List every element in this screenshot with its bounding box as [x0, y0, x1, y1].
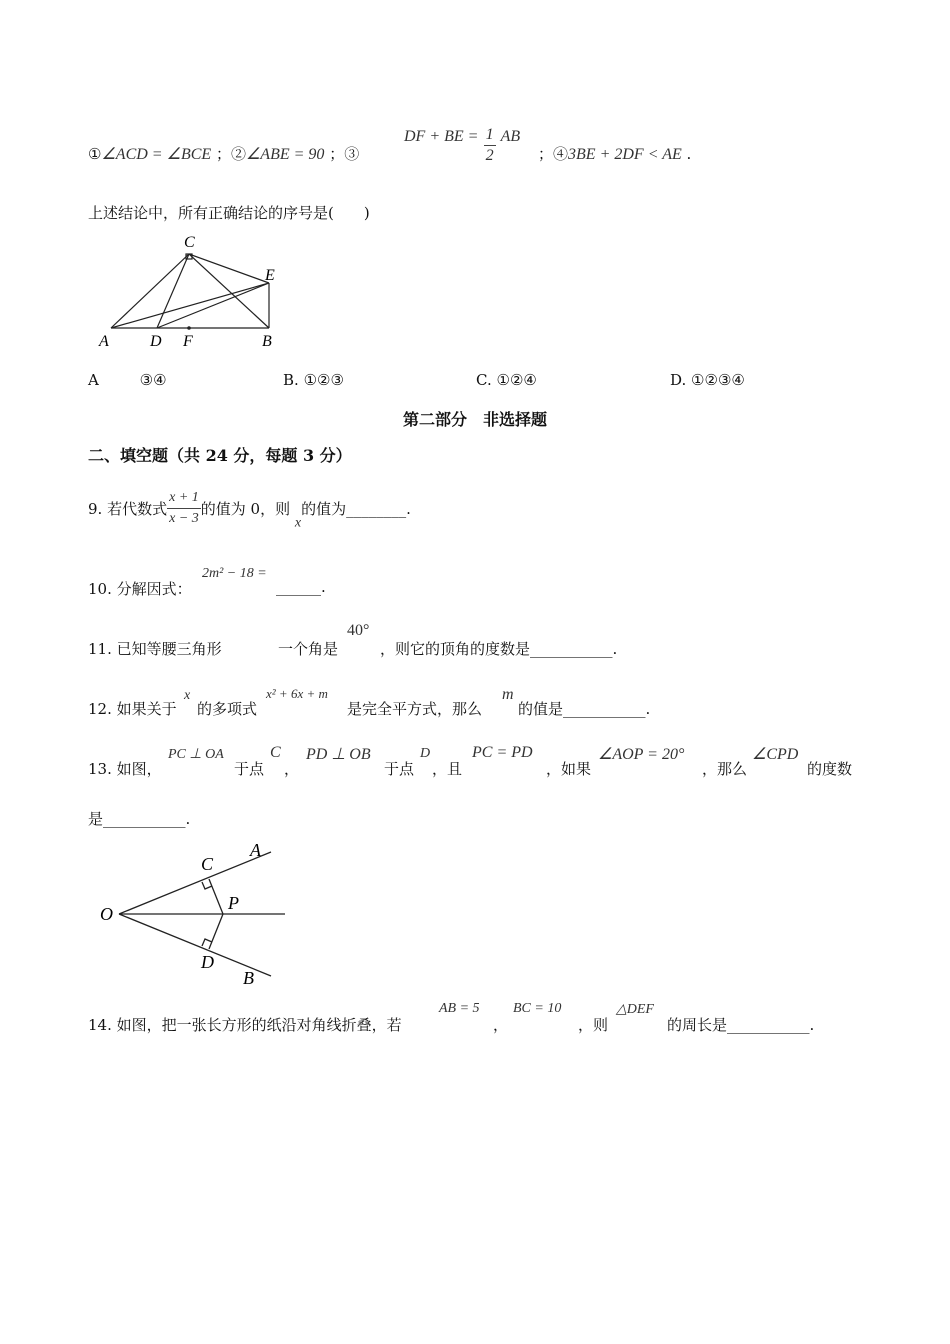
q8-option-c-letter: C. [476, 371, 492, 389]
q13-num: 13. [88, 760, 112, 778]
q8-option-d[interactable] [670, 371, 745, 389]
q9-text-a: 若代数式 [107, 500, 168, 518]
q9-var: x [294, 515, 302, 531]
q8-option-b-letter: B. [283, 371, 299, 389]
q8-option-a[interactable] [88, 371, 167, 389]
q13-math3: PC = PD [472, 744, 533, 761]
q13-line2: 是___________. [88, 810, 191, 828]
q13-part1 [88, 758, 162, 779]
q11-math: 40° [347, 622, 370, 639]
q8-c4-end: . [686, 145, 692, 163]
q8-c4-sep: ；④ [538, 145, 569, 163]
q14-math2: BC = 10 [513, 1001, 562, 1016]
q13-label-O: O [100, 904, 113, 924]
q8-c4-math: 3BE + 2DF < AE [568, 146, 682, 163]
q8-c3-sep: ；③ [329, 145, 360, 163]
q12-text-a: 如果关于 [116, 700, 177, 718]
q11-part1 [88, 638, 222, 659]
q12-part1 [88, 698, 177, 719]
q13-ray-OA [119, 852, 271, 914]
q13-text-g: 的度数 [807, 760, 853, 778]
q8-c1-math: ∠ACD = ∠BCE [101, 146, 212, 163]
q13-text-a: 如图， [116, 760, 162, 778]
q13-label-D: D [201, 952, 214, 972]
q11-text-b: 一个角是 [278, 640, 339, 658]
q11-num: 11. [88, 640, 112, 658]
q13-text-f: ，那么 [702, 760, 748, 778]
q13-seg-PD [209, 914, 223, 949]
q10-num: 10. [88, 580, 112, 598]
q8-label-A: A [99, 333, 109, 350]
q12-var-m: m [502, 686, 514, 703]
q12-text-d: 的值是___________. [518, 700, 651, 718]
q14-math3: △DEF [616, 1002, 654, 1017]
q12-text-b: 的多项式 [197, 700, 258, 718]
q14-text-b: ，则 [578, 1016, 609, 1034]
q8-c4 [538, 143, 691, 164]
q9-text-b: 的值为 0，则 [200, 500, 291, 518]
q8-c3-frac-num: 1 [484, 125, 496, 146]
q9-num: 9. [88, 499, 103, 518]
q8-option-b[interactable] [283, 371, 344, 389]
q13-seg-PC [209, 879, 223, 914]
q10-blank: ______. [276, 578, 326, 596]
q8-label-E: E [265, 267, 275, 284]
section2-title: 二、填空题（共 24 分，每题 3 分） [88, 446, 352, 465]
q13-label-A: A [250, 840, 261, 860]
q14-part1 [88, 1014, 402, 1035]
q8-option-a-letter: A [88, 371, 99, 389]
q8-label-F: F [183, 333, 193, 350]
q8-label-C: C [184, 234, 195, 251]
q8-figure [95, 232, 295, 352]
q9 [88, 488, 411, 532]
q8-c2-sep: ；② [215, 145, 246, 163]
q13-text-e: ，如果 [546, 760, 592, 778]
q13-label-C: C [201, 854, 214, 874]
q8-option-d-text: ①②③④ [691, 371, 745, 389]
q13-math2: PD ⊥ OB [306, 746, 371, 763]
q13-comma1: ， [284, 760, 300, 778]
q9-frac-den: x − 3 [169, 511, 199, 526]
q12-num: 12. [88, 700, 112, 718]
q14-num: 14. [88, 1016, 112, 1034]
q8-option-d-letter: D. [670, 371, 687, 389]
q8-c2-math: ∠ABE = 90 [245, 146, 325, 163]
q14-math1: AB = 5 [439, 1001, 480, 1016]
q8-question: 上述结论中，所有正确结论的序号是( ) [88, 204, 370, 222]
q9-fraction [167, 488, 201, 529]
q13-pt-d: D [420, 746, 431, 761]
q8-label-B: B [262, 333, 272, 350]
q8-option-c[interactable] [476, 371, 537, 389]
q13-figure [95, 838, 295, 990]
q8-c3-frac-den: 2 [485, 147, 494, 164]
q8-option-c-text: ①②④ [496, 371, 537, 389]
q12-var-x: x [184, 688, 191, 703]
q8-c3-left: DF + BE = [404, 128, 479, 145]
q8-line-CE [189, 254, 269, 283]
q10-text-a: 分解因式： [116, 580, 192, 598]
q14-text-c: 的周长是___________. [667, 1016, 815, 1034]
q14-text-a: 如图，把一张长方形的纸沿对角线折叠，若 [116, 1016, 402, 1034]
q8-option-a-text: ③④ [139, 371, 167, 389]
q13-label-B: B [243, 968, 254, 988]
q12-math: x² + 6x + m [266, 686, 328, 701]
q10-math: 2m² − 18 = [202, 566, 267, 581]
q12-text-c: 是完全平方式，那么 [347, 700, 483, 718]
q10 [88, 578, 192, 599]
q14-comma: ， [493, 1016, 509, 1034]
q13-math5: ∠CPD [752, 746, 799, 763]
q8-label-D: D [150, 333, 162, 350]
q11-text-c: ，则它的顶角的度数是___________. [380, 640, 618, 658]
q8-point-F [187, 326, 191, 330]
q13-text-d: ，且 [432, 760, 463, 778]
q8-c1-num: ① [88, 145, 102, 163]
q8-line-CB [189, 254, 269, 328]
part2-title: 第二部分 非选择题 [402, 410, 547, 429]
q13-pt-c: C [270, 744, 281, 761]
q11-text-a: 已知等腰三角形 [116, 640, 222, 658]
q8-c3-right: AB [500, 128, 521, 145]
q13-label-P: P [228, 893, 239, 913]
q13-text-c: 于点 [384, 760, 415, 778]
q13-math1: PC ⊥ OA [168, 747, 224, 762]
q13-math4: ∠AOP = 20° [598, 746, 685, 763]
q9-frac-num: x + 1 [167, 488, 201, 509]
q8-option-b-text: ①②③ [303, 371, 344, 389]
q9-text-c: 的值为________. [301, 500, 411, 518]
q13-ray-OB [119, 914, 271, 976]
q13-text-b: 于点 [234, 760, 265, 778]
q8-c3-fraction [484, 125, 496, 166]
q8-c3-formula [404, 125, 520, 166]
q8-conclusions [88, 143, 359, 164]
